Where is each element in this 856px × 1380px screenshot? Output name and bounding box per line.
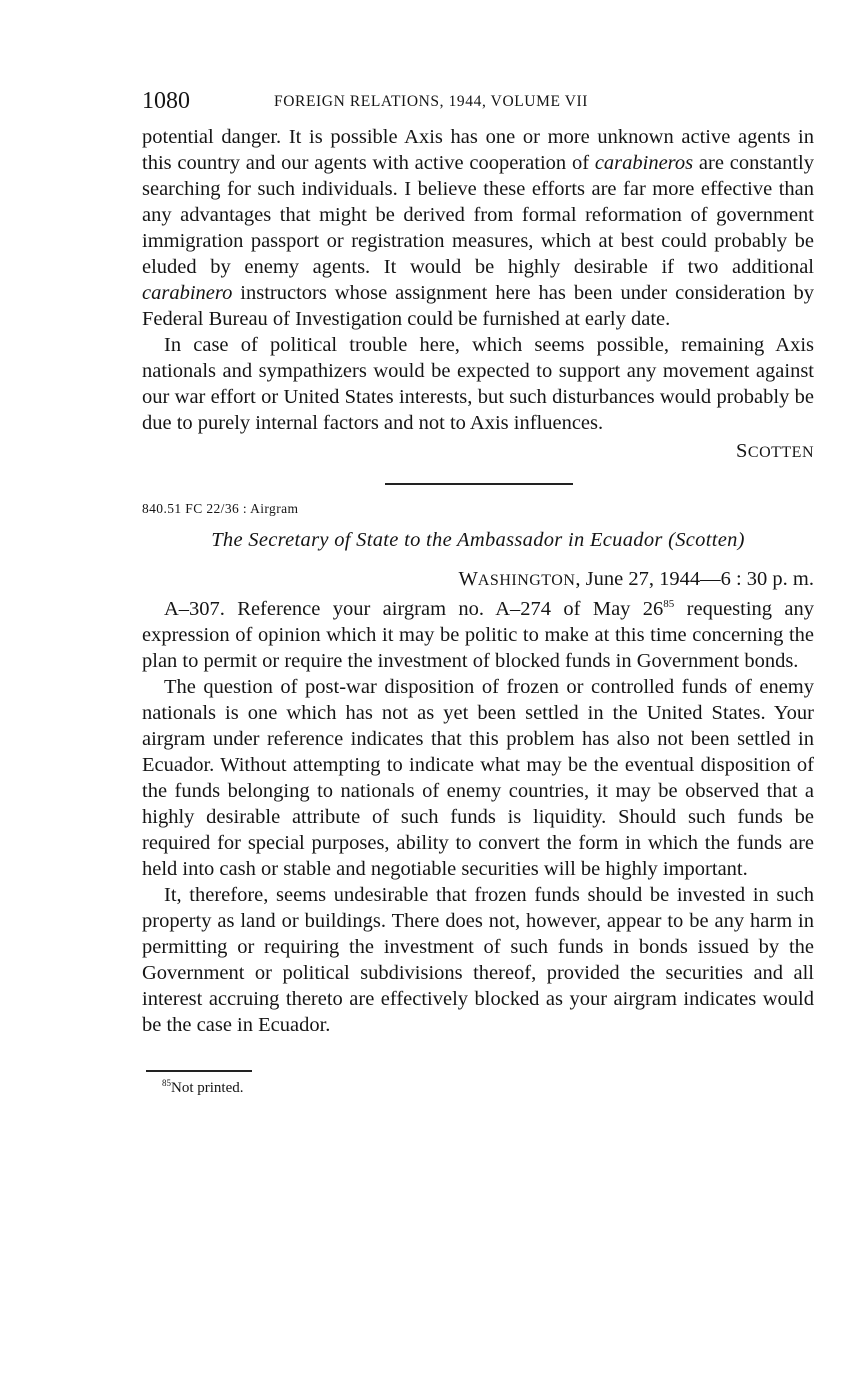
footnote bbox=[162, 1080, 814, 1097]
paragraph-4: The question of post-war disposition of frozen or controlled funds of enemy nationals is one which has not as yet been settled in the United States. Your airgram under reference indicates that this problem has also not been settled in Ecuador. Without attempting to indicate what may be the eventual disposition of the funds belonging to nationals of enemy countries, it may be observed that a highly desirable attribute of such funds is liquidity. Should such funds be required for special purposes, ability to convert the form in which the funds are held into cash or stable and negotiable securities will be highly important. bbox=[142, 676, 814, 880]
signature-initial: S bbox=[735, 440, 748, 462]
paragraph-1-text-end: instructors whose assignment here has been under consideration by Federal Bureau of Investigation could be furnished at early date. bbox=[142, 282, 814, 330]
footnote-divider bbox=[146, 1070, 252, 1072]
footnote-text: Not printed. bbox=[171, 1080, 244, 1096]
paragraph-2: In case of political trouble here, which seems possible, remaining Axis nationals and sympathizers would be expected to support any movement against our war effort or United States interests, but such disturbances would probably be due to purely internal factors and not to Axis influences. bbox=[142, 334, 814, 434]
signature-rest: COTTEN bbox=[747, 444, 814, 461]
document-page bbox=[142, 84, 814, 1097]
page-number: 1080 bbox=[142, 88, 190, 114]
paragraph-1-text-cont: are constantly searching for such individuals. I believe these efforts are far more effective than any advantages that might be derived from formal reformation of government immigration passport or registration measures, which at best could probably be eluded by enemy agents. It would be highly desirable if two additional bbox=[142, 152, 814, 278]
italic-term-carabineros: carabineros bbox=[594, 152, 694, 174]
section-divider bbox=[385, 483, 573, 485]
running-title: FOREIGN RELATIONS, 1944, VOLUME VII bbox=[274, 93, 589, 110]
footnote-reference[interactable]: 85 bbox=[663, 598, 675, 611]
footnote-marker: 85 bbox=[162, 1078, 171, 1088]
paragraph-1-text: potential danger. It is possible Axis has one or more unknown active agents in this country and our agents with active cooperation of bbox=[142, 126, 814, 174]
signature bbox=[142, 440, 814, 466]
paragraph-1 bbox=[142, 124, 814, 332]
dateline-date: , June 27, 1944—6 : 30 p. m. bbox=[575, 568, 814, 590]
dateline-initial: W bbox=[458, 568, 478, 590]
dateline-place: ASHINGTON bbox=[477, 572, 576, 589]
dateline bbox=[142, 568, 814, 596]
paragraph-3-text: A–307. Reference your airgram no. A–274 of May 26 bbox=[164, 598, 664, 620]
italic-term-carabinero: carabinero bbox=[142, 282, 233, 304]
file-reference: 840.51 FC 22/36 : Airgram bbox=[142, 501, 299, 516]
paragraph-3 bbox=[142, 596, 814, 674]
running-head bbox=[142, 84, 814, 124]
paragraph-3-text-cont: requesting any expression of opinion which it may be politic to make at this time concerning the plan to permit or require the investment of blocked funds in Government bonds. bbox=[142, 598, 814, 672]
document-title: The Secretary of State to the Ambassador in Ecuador (Scotten) bbox=[211, 529, 745, 551]
paragraph-5: It, therefore, seems undesirable that frozen funds should be invested in such property as land or buildings. There does not, however, appear to be any harm in permitting or requiring the investment of such funds in bonds issued by the Government or political subdivisions thereof, provided the securities and all interest accruing thereto are effectively blocked as your airgram indicates would be the case in Ecuador. bbox=[142, 884, 814, 1036]
